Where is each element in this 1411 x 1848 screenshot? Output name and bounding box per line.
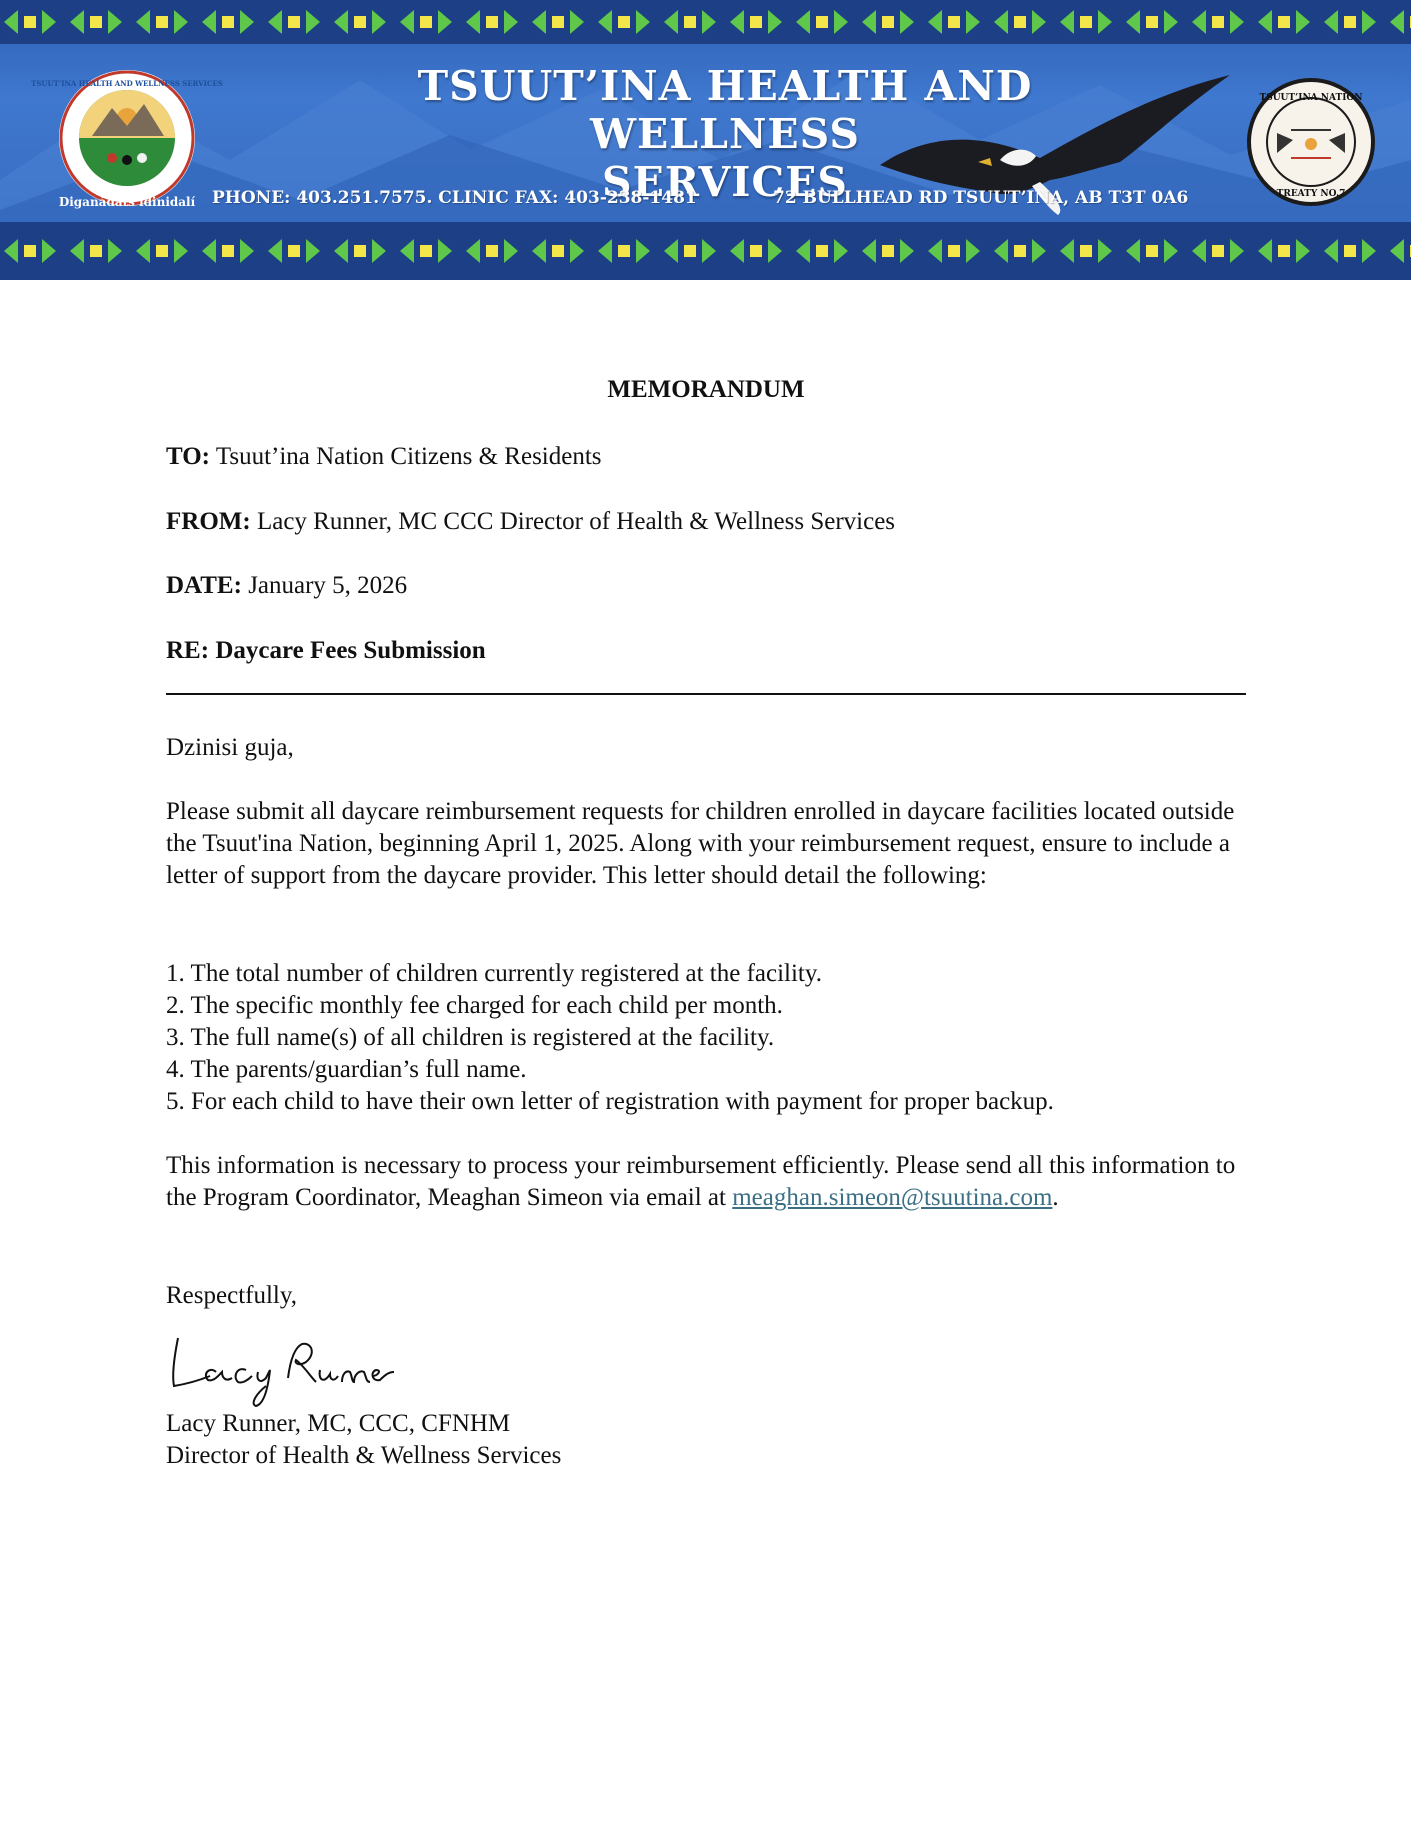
bead-triangle <box>1098 10 1112 34</box>
bead-triangle <box>306 10 320 34</box>
header-banner <box>0 0 1411 280</box>
bead-square <box>552 16 564 28</box>
svg-text:TREATY NO.7: TREATY NO.7 <box>1276 189 1346 199</box>
bead-triangle <box>994 10 1008 34</box>
date-value: January 5, 2026 <box>248 572 408 599</box>
bead-triangle <box>70 10 84 34</box>
closing-period: . <box>1052 1184 1059 1211</box>
bead-triangle <box>334 10 348 34</box>
bead-square <box>24 245 36 257</box>
handwritten-signature <box>166 1328 406 1408</box>
bead-triangle <box>438 10 452 34</box>
bead-triangle <box>862 10 876 34</box>
re-label: RE: <box>166 637 210 664</box>
bead-triangle <box>504 10 518 34</box>
bead-triangle <box>928 239 942 263</box>
bead-triangle <box>834 10 848 34</box>
header-divider <box>166 693 1246 695</box>
bead-square <box>882 245 894 257</box>
memo-title: MEMORANDUM <box>607 376 805 403</box>
signature-title: Director of Health & Wellness Services <box>166 1442 562 1469</box>
re-value: Daycare Fees Submission <box>215 637 486 664</box>
bead-triangle <box>1230 239 1244 263</box>
bead-triangle <box>108 239 122 263</box>
tsuutina-nation-seal <box>1247 78 1375 206</box>
bead-triangle <box>1324 10 1338 34</box>
bead-triangle <box>1258 239 1272 263</box>
bead-square <box>1146 245 1158 257</box>
svg-text:TSUUT’INA NATION: TSUUT’INA NATION <box>1259 93 1363 103</box>
bead-triangle <box>372 239 386 263</box>
bead-square <box>420 245 432 257</box>
bead-triangle <box>1192 10 1206 34</box>
bead-triangle <box>636 239 650 263</box>
list-item: 1. The total number of children currently registered at the facility. <box>166 960 823 987</box>
bead-square <box>354 245 366 257</box>
bead-triangle <box>1164 10 1178 34</box>
bead-triangle <box>1164 239 1178 263</box>
bead-triangle <box>240 239 254 263</box>
bead-triangle <box>862 239 876 263</box>
title-line-1: TSUUT’INA HEALTH AND WELLNESS <box>417 62 1033 158</box>
bead-square <box>882 16 894 28</box>
bead-square <box>948 16 960 28</box>
bead-square <box>1344 245 1356 257</box>
bead-pattern-bottom <box>0 222 1411 280</box>
bead-square <box>288 16 300 28</box>
bead-triangle <box>636 10 650 34</box>
bead-triangle <box>570 239 584 263</box>
bead-triangle <box>900 239 914 263</box>
bead-square <box>618 245 630 257</box>
bead-square <box>420 16 432 28</box>
bead-triangle <box>400 239 414 263</box>
bead-square <box>684 16 696 28</box>
bead-triangle <box>1192 239 1206 263</box>
bead-triangle <box>702 10 716 34</box>
bead-square <box>750 16 762 28</box>
bead-triangle <box>1126 10 1140 34</box>
bead-triangle <box>1390 239 1404 263</box>
bead-triangle <box>136 239 150 263</box>
logo-caption: Diganádàts’idinidalí <box>58 195 196 209</box>
bead-triangle <box>966 239 980 263</box>
bead-triangle <box>466 10 480 34</box>
bead-triangle <box>768 10 782 34</box>
signature-name: Lacy Runner, MC, CCC, CFNHM <box>166 1410 511 1437</box>
bead-square <box>816 16 828 28</box>
bead-square <box>1146 16 1158 28</box>
bead-triangle <box>334 239 348 263</box>
bead-square <box>1278 16 1290 28</box>
bead-square <box>354 16 366 28</box>
re-line <box>166 635 486 667</box>
bead-triangle <box>928 10 942 34</box>
list-item: 4. The parents/guardian’s full name. <box>166 1056 527 1083</box>
from-value: Lacy Runner, MC CCC Director of Health & Wellness Services <box>256 508 896 535</box>
bead-triangle <box>1060 10 1074 34</box>
bead-square <box>816 245 828 257</box>
bead-square <box>1080 245 1092 257</box>
bead-triangle <box>174 239 188 263</box>
title-line-2: SERVICES <box>602 158 848 206</box>
bead-triangle <box>532 10 546 34</box>
bead-triangle <box>834 239 848 263</box>
bead-triangle <box>966 10 980 34</box>
bead-square <box>552 245 564 257</box>
bead-square <box>1212 245 1224 257</box>
bead-triangle <box>702 239 716 263</box>
bead-square <box>1014 245 1026 257</box>
date-label: DATE: <box>166 572 242 599</box>
bead-triangle <box>598 10 612 34</box>
to-line <box>166 441 602 473</box>
bead-square <box>618 16 630 28</box>
bead-triangle <box>400 10 414 34</box>
bead-triangle <box>268 10 282 34</box>
to-value: Tsuut’ina Nation Citizens & Residents <box>215 443 602 470</box>
signoff: Respectfully, <box>166 1282 297 1309</box>
bead-triangle <box>1230 10 1244 34</box>
email-link[interactable]: meaghan.simeon@tsuutina.com <box>732 1184 1053 1211</box>
phone-fax: PHONE: 403.251.7575. CLINIC FAX: 403-238-1481 <box>212 188 697 208</box>
bead-pattern-top <box>0 0 1411 44</box>
bead-square <box>1080 16 1092 28</box>
bead-triangle <box>532 239 546 263</box>
bead-triangle <box>306 239 320 263</box>
bead-triangle <box>70 239 84 263</box>
bead-triangle <box>42 239 56 263</box>
bead-triangle <box>664 10 678 34</box>
bead-triangle <box>1258 10 1272 34</box>
bead-triangle <box>372 10 386 34</box>
bead-triangle <box>1060 239 1074 263</box>
bead-square <box>684 245 696 257</box>
address: 72 BULLHEAD RD TSUUT’INA, AB T3T 0A6 <box>773 188 1189 208</box>
bead-triangle <box>730 10 744 34</box>
bead-triangle <box>42 10 56 34</box>
bead-triangle <box>1324 239 1338 263</box>
bead-triangle <box>1296 239 1310 263</box>
bead-square <box>156 245 168 257</box>
bead-triangle <box>598 239 612 263</box>
bead-square <box>1344 16 1356 28</box>
bead-square <box>1212 16 1224 28</box>
from-line <box>166 506 895 538</box>
greeting: Dzinisi guja, <box>166 734 294 761</box>
bead-triangle <box>796 239 810 263</box>
bead-triangle <box>202 10 216 34</box>
bead-triangle <box>202 239 216 263</box>
bead-triangle <box>4 239 18 263</box>
closing-text: This information is necessary to process your reimbursement efficiently. Please send all this information to the Program Coordinator, Meaghan Simeon via email at <box>166 1152 1236 1211</box>
bead-triangle <box>4 10 18 34</box>
date-line <box>166 570 407 602</box>
bead-square <box>90 16 102 28</box>
bead-triangle <box>438 239 452 263</box>
svg-text:TSUUT’INA HEALTH AND WELLNESS: TSUUT’INA HEALTH AND WELLNESS SERVICES <box>31 79 223 88</box>
list-item: 2. The specific monthly fee charged for each child per month. <box>166 992 783 1019</box>
bead-triangle <box>174 10 188 34</box>
bead-triangle <box>768 239 782 263</box>
bead-triangle <box>1390 10 1404 34</box>
bead-square <box>222 16 234 28</box>
bead-triangle <box>1296 10 1310 34</box>
bead-square <box>222 245 234 257</box>
bead-square <box>1014 16 1026 28</box>
bead-triangle <box>1098 239 1112 263</box>
bead-triangle <box>268 239 282 263</box>
intro-paragraph: Please submit all daycare reimbursement requests for children enrolled in daycare facilities located outside the Tsuut'ina Nation, beginning April 1, 2025. Along with your reimbursement request, ensure to include a letter of support from the daycare provider. This letter should detail the following: <box>166 798 1235 889</box>
bead-square <box>948 245 960 257</box>
bead-triangle <box>136 10 150 34</box>
bead-square <box>24 16 36 28</box>
closing-paragraph <box>166 1150 1246 1214</box>
bead-triangle <box>108 10 122 34</box>
bead-square <box>156 16 168 28</box>
bead-triangle <box>1126 239 1140 263</box>
bead-triangle <box>900 10 914 34</box>
to-label: TO: <box>166 443 210 470</box>
bead-triangle <box>466 239 480 263</box>
bead-square <box>750 245 762 257</box>
bead-square <box>90 245 102 257</box>
list-item: 3. The full name(s) of all children is registered at the facility. <box>166 1024 775 1051</box>
bead-triangle <box>570 10 584 34</box>
bead-triangle <box>664 239 678 263</box>
bead-triangle <box>1032 10 1046 34</box>
bead-triangle <box>1032 239 1046 263</box>
bead-square <box>486 16 498 28</box>
list-item: 5. For each child to have their own letter of registration with payment for proper backup. <box>166 1088 1054 1115</box>
bead-triangle <box>504 239 518 263</box>
bead-triangle <box>1362 239 1376 263</box>
bead-triangle <box>994 239 1008 263</box>
bead-triangle <box>240 10 254 34</box>
bead-triangle <box>730 239 744 263</box>
bead-triangle <box>1362 10 1376 34</box>
bead-triangle <box>796 10 810 34</box>
from-label: FROM: <box>166 508 251 535</box>
bead-square <box>486 245 498 257</box>
bead-square <box>288 245 300 257</box>
bead-square <box>1278 245 1290 257</box>
